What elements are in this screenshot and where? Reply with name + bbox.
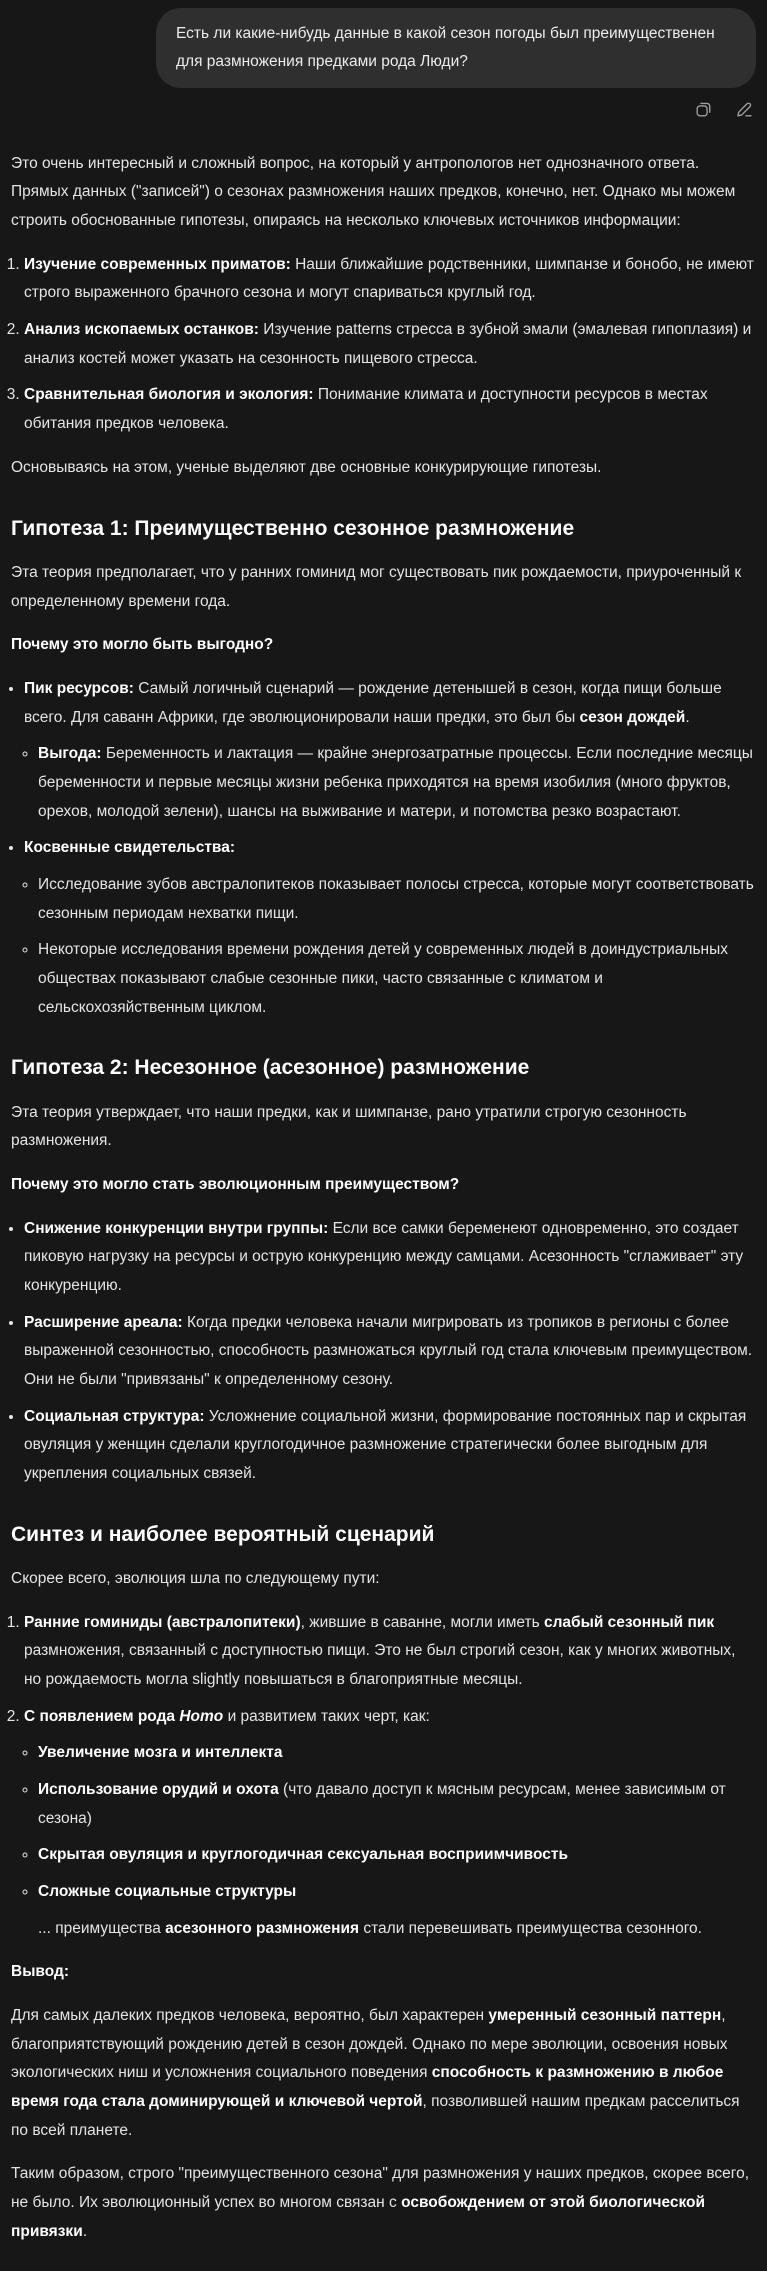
text-segment: Понимание климата и доступности ресурсов в местах обитания предков человека.	[24, 386, 708, 433]
paragraph	[11, 1565, 756, 1594]
text-segment: Для самых далеких предков человека, вероятно, был характерен	[11, 2007, 489, 2025]
numbered-list	[11, 1609, 756, 1944]
text-segment: Выгода:	[38, 745, 102, 763]
list-item-text	[24, 381, 756, 438]
text-segment: , позволившей нашим предкам расселиться по всей планете.	[11, 2093, 740, 2139]
bullet-list	[11, 1215, 756, 1489]
list-item	[24, 1703, 756, 1944]
text-segment: Использование орудий и охота	[38, 1781, 279, 1799]
list-item	[24, 1609, 756, 1695]
sub-list-item	[38, 740, 756, 826]
paragraph	[11, 150, 756, 236]
text-segment: Изучение современных приматов:	[24, 255, 291, 273]
text-segment: Сложные социальные структуры	[38, 1883, 297, 1901]
copy-button[interactable]	[694, 100, 713, 119]
text-segment: Некоторые исследования времени рождения детей у современных людей в доиндустриальных обществах показывают слабые сезонные пики, часто связанные с климатом и сельскохозяйственным циклом.	[38, 941, 728, 1016]
text-segment: Социальная структура:	[24, 1407, 205, 1425]
text-segment: Ранние гоминиды (австралопитеки)	[24, 1613, 301, 1631]
text-segment: Скрытая овуляция и круглогодичная сексуальная восприимчивость	[38, 1846, 568, 1864]
text-segment: асезонного размножения	[165, 1919, 360, 1937]
list-item	[24, 1215, 756, 1301]
list-item	[24, 1403, 756, 1489]
edit-icon	[735, 100, 754, 119]
paragraph	[11, 2002, 756, 2145]
text-segment: Снижение конкуренции внутри группы:	[24, 1219, 329, 1237]
sub-list-item	[38, 1739, 756, 1768]
list-item	[24, 1309, 756, 1395]
text-segment: Почему это могло быть выгодно?	[11, 636, 274, 654]
list-item	[24, 381, 756, 438]
text-segment: Если все самки беременеют одновременно, это создает пиковую нагрузку на ресурсы и острую конкуренцию между самцами. Асезонность "сглаживает" эту конкуренцию.	[24, 1219, 744, 1294]
sub-list-item	[38, 1878, 756, 1943]
text-segment: Эта теория предполагает, что у ранних гоминид мог существовать пик рождаемости, приуроченный к определенному времени года.	[11, 563, 742, 610]
assistant-message	[11, 121, 756, 2247]
paragraph	[11, 1099, 756, 1156]
text-segment: и развитием таких черт, как:	[223, 1707, 430, 1725]
user-message-bubble: Есть ли какие-нибудь данные в какой сезон погоды был преимущественен для размножения предками рода Люди?	[156, 8, 756, 88]
paragraph	[11, 2160, 756, 2246]
paragraph	[11, 631, 756, 660]
sub-bullet-list	[24, 740, 756, 826]
paragraph	[11, 559, 756, 616]
text-segment: слабый сезонный пик	[543, 1613, 715, 1631]
text-segment: Скорее всего, эволюция шла по следующему пути:	[11, 1570, 380, 1587]
list-item-text	[24, 675, 756, 732]
list-item-text	[24, 834, 756, 863]
text-segment: Беременность и лактация — крайне энергозатратные процессы. Если последние месяцы беременности и первые месяцы жизни ребенка приходятся на время изобилия (много фруктов, орехов, молодой зелени), шансы на выживание и матери, и потомства резко возрастают.	[38, 745, 753, 820]
list-item	[24, 834, 756, 1022]
sub-bullet-list	[24, 1739, 756, 1943]
text-segment: Наши ближайшие родственники, шимпанзе и бонобо, не имеют строго выраженного брачного сезона и могут спариваться круглый год.	[24, 255, 754, 302]
text-segment: , жившие в саванне, могли иметь	[300, 1613, 544, 1631]
list-item-text	[24, 251, 756, 308]
text-segment: Анализ ископаемых останков:	[24, 321, 259, 339]
list-item-text	[38, 1776, 756, 1833]
text-segment: Усложнение социальной жизни, формирование постоянных пар и скрытая овуляция у женщин сделали круглогодичное размножение стратегически более выгодным для укрепления социальных связей.	[24, 1407, 747, 1482]
list-item-text	[38, 740, 756, 826]
text-segment: сезон дождей	[579, 708, 686, 726]
text-segment: ... преимущества	[38, 1919, 166, 1937]
text-segment: размножения, связанный с доступностью пищи. Это не был строгий сезон, как у многих животных, но рождаемость могла slightly повышаться в благоприятные месяцы.	[24, 1642, 736, 1689]
message-actions	[11, 100, 754, 119]
sub-list-item	[38, 1841, 756, 1870]
list-item-text	[24, 316, 756, 373]
bullet-list	[11, 675, 756, 1022]
text-segment: Самый логичный сценарий — рождение детенышей в сезон, когда пищи больше всего. Для саванн Африки, где эволюционировали наши предки, это был бы	[24, 679, 722, 726]
text-segment: Эта теория утверждает, что наши предки, как и шимпанзе, рано утратили строгую сезонность размножения.	[11, 1103, 687, 1150]
list-item-continuation	[38, 1915, 756, 1944]
list-item-text	[38, 1739, 756, 1768]
paragraph	[11, 1171, 756, 1200]
numbered-list	[11, 251, 756, 439]
list-item-text	[24, 1215, 756, 1301]
text-segment: Косвенные свидетельства:	[24, 839, 236, 857]
text-segment: Когда предки человека начали мигрировать из тропиков в регионы с более выраженной сезонностью, способность размножаться круглый год стала ключевым преимуществом. Они не были "привязаны" к определенному сезону.	[24, 1313, 753, 1388]
list-item-text	[38, 871, 756, 928]
text-segment: освобождением от этой биологической привязки	[11, 2194, 706, 2240]
text-segment: способность к размножению в любое время года стала доминирующей и ключевой чертой	[11, 2064, 724, 2111]
text-segment: умеренный сезонный паттерн	[488, 2007, 722, 2025]
sub-bullet-list	[24, 871, 756, 1022]
sub-list-item	[38, 936, 756, 1022]
list-item-text	[38, 1841, 756, 1870]
user-message-row	[11, 8, 756, 88]
text-segment: .	[685, 708, 690, 726]
copy-icon	[694, 100, 713, 119]
list-item	[24, 251, 756, 308]
paragraph	[11, 454, 756, 483]
list-item-text	[24, 1609, 756, 1695]
text-segment: (что давало доступ к мясным ресурсам, менее зависимым от сезона)	[38, 1781, 726, 1827]
text-segment: Почему это могло стать эволюционным преимуществом?	[11, 1175, 460, 1193]
sub-list-item	[38, 871, 756, 928]
paragraph	[11, 1958, 756, 1987]
sub-list-item	[38, 1776, 756, 1833]
list-item-text	[24, 1703, 756, 1732]
list-item-text	[38, 1878, 756, 1907]
text-segment: Homo	[179, 1707, 224, 1725]
text-segment: Пик ресурсов:	[24, 679, 134, 697]
list-item	[24, 316, 756, 373]
text-segment: Сравнительная биология и экология:	[24, 386, 314, 404]
list-item-text	[38, 936, 756, 1022]
section-heading: Гипотеза 1: Преимущественно сезонное размножение	[11, 516, 575, 540]
text-segment: , благоприятствующий рождению детей в сезон дождей. Однако по мере эволюции, освоения новых экологических ниш и усложнения социального поведения	[11, 2007, 728, 2082]
text-segment: С появлением рода	[24, 1707, 180, 1725]
text-segment: Расширение ареала:	[24, 1313, 183, 1331]
text-segment: Таким образом, строго "преимущественного сезона" для размножения у наших предков, скорее всего, не было. Их эволюционный успех во многом связан с	[11, 2165, 750, 2212]
text-segment: Изучение patterns стресса в зубной эмали (эмалевая гипоплазия) и анализ костей может указать на сезонность пищевого стресса.	[24, 321, 752, 367]
text-segment: .	[82, 2222, 88, 2240]
list-item-text	[24, 1309, 756, 1395]
section-heading: Синтез и наиболее вероятный сценарий	[11, 1522, 435, 1546]
list-item-text	[24, 1403, 756, 1489]
text-segment: Это очень интересный и сложный вопрос, на который у антропологов нет однозначного ответа. Прямых данных ("записей") о сезонах размножения наших предков, конечно, нет. Однако мы можем строить обоснованные гипотезы, опираясь на несколько ключевых источников информации:	[11, 154, 736, 230]
text-segment: Исследование зубов австралопитеков показывает полосы стресса, которые могут соответствовать сезонным периодам нехватки пищи.	[38, 875, 754, 922]
section-heading: Гипотеза 2: Несезонное (асезонное) размножение	[11, 1056, 530, 1080]
text-segment: Основываясь на этом, ученые выделяют две основные конкурирующие гипотезы.	[11, 458, 602, 476]
list-item	[24, 675, 756, 826]
edit-button[interactable]	[735, 100, 754, 119]
text-segment: Вывод:	[11, 1963, 70, 1981]
text-segment: Увеличение мозга и интеллекта	[38, 1744, 283, 1762]
text-segment: стали перевешивать преимущества сезонного.	[359, 1919, 702, 1937]
